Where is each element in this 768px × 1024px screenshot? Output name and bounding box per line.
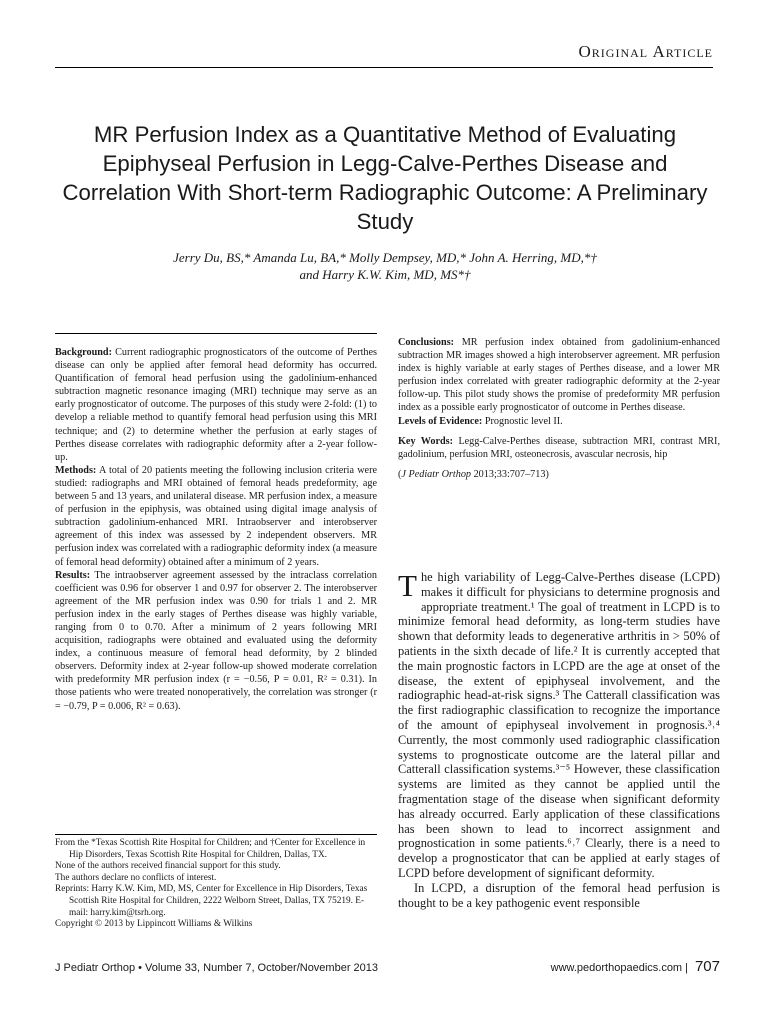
citation-details: 2013;33:707–713) xyxy=(473,468,549,480)
footer-right xyxy=(551,958,720,975)
abstract-rule xyxy=(55,333,377,334)
drop-cap: T xyxy=(398,568,417,603)
citation-open: ( xyxy=(398,468,402,480)
abstract-results xyxy=(55,569,377,713)
page-number: 707 xyxy=(694,958,720,975)
body-paragraph-1 xyxy=(398,570,720,881)
author-list xyxy=(60,249,710,283)
footer-separator: | xyxy=(685,962,688,974)
methods-text: A total of 20 patients meeting the following inclusion criteria were studied: radiographs and MRI obtained of femoral heads predeformity, age between 5 and 13 years, and unilateral disease. MR perfusion index, a measure of perfusion in the epiphysis, was obtained using digital image analysis of subtraction gadolinium-enhanced MRI. Intraobserver and interobserver agreement of this index was assessed by 2 independent observers. MR perfusion index was correlated with a radiographic deformity index (a measure of femoral head deformity) obtained after a minimum of 2 years. xyxy=(55,464,377,568)
background-text: Current radiographic prognosticators of the outcome of Perthes disease can only be applied after femoral head deformity has occurred. Quantification of femoral head perfusion using the gadolinium-enhanced subtraction magnetic resonance imaging (MRI) technique may serve as an early prognosticator of outcome. The purposes of this study were 2-fold: (1) to develop a reliable method to quantify femoral head perfusion using this MRI technique; and (2) to determine whether the perfusion at early stages of Perthes disease correlates with radiographic deformity after a 2-year follow-up. xyxy=(55,347,377,463)
conclusions-label: Conclusions: xyxy=(398,337,455,348)
results-label: Results: xyxy=(55,569,91,581)
footer-journal-info: J Pediatr Orthop • Volume 33, Number 7, October/November 2013 xyxy=(55,962,379,974)
citation-journal: J Pediatr Orthop xyxy=(401,468,472,480)
body-paragraph-2: In LCPD, a disruption of the femoral head perfusion is thought to be a key pathogenic event responsible xyxy=(398,880,720,910)
footnotes-rule xyxy=(55,834,377,835)
abstract-conclusions xyxy=(398,336,720,428)
abstract-left-column xyxy=(55,346,377,713)
author-line-1: Jerry Du, BS,* Amanda Lu, BA,* Molly Dempsey, MD,* John A. Herring, MD,*† xyxy=(173,250,597,265)
keywords xyxy=(398,435,720,461)
footnote-conflicts: The authors declare no conflicts of interest. xyxy=(55,872,217,883)
levels-label: Levels of Evidence: xyxy=(398,415,483,427)
abstract-methods xyxy=(55,464,377,569)
abstract-right-column xyxy=(398,336,720,488)
methods-label: Methods: xyxy=(55,464,97,476)
background-label: Background: xyxy=(55,347,112,358)
results-text: The intraobserver agreement assessed by the intraclass correlation coefficient was 0.96 for observer 1 and 0.97 for observer 2. The interobserver agreement of the MR perfusion index was 0.90 for trials 1 and 2. MR perfusion index in the early stages of Perthes disease was highly variable, ranging from 0 to 0.70. After a minimum of 2 years following MRI acquisition, radiographs were obtained and evaluated using the deformity index, a continuous measure of femoral head deformity, by 2 blinded observers. Deformity index at 2-year follow-up showed moderate correlation with predeformity MR perfusion index (r = −0.56, P = 0.01, R² = 0.31). In those patients who were treated nonoperatively, the correlation was stronger (r = −0.79, P = 0.006, R² = 0.63). xyxy=(55,569,377,712)
citation xyxy=(398,468,720,481)
keywords-text: Legg-Calve-Perthes disease, subtraction MRI, contrast MRI, gadolinium, perfusion MRI, osteonecrosis, avascular necrosis, hip xyxy=(398,435,720,460)
article-title: MR Perfusion Index as a Quantitative Method of Evaluating Epiphyseal Perfusion in Legg-Calve-Perthes Disease and Correlation With Short-term Radiographic Outcome: A Preliminary Study xyxy=(62,122,708,234)
conclusions-text: MR perfusion index obtained from gadolinium-enhanced subtraction MR images showed a high interobserver agreement. MR perfusion index is highly variable at early stages of Perthes disease, and a lower MR perfusion index correlated with greater radiographic deformity at the 2-year follow-up. This pilot study shows the promise of predeformity MR perfusion index as a possible early prognosticator of outcome in Perthes disease. xyxy=(398,337,720,414)
levels-text: Prognostic level II. xyxy=(484,415,563,427)
section-label: Original Article xyxy=(578,42,713,61)
article-body xyxy=(398,570,720,910)
abstract-background xyxy=(55,346,377,464)
keywords-label: Key Words: xyxy=(398,435,454,447)
footnote-reprints: Reprints: Harry K.W. Kim, MD, MS, Center for Excellence in Hip Disorders, Texas Scottish Rite Hospital for Children, 2222 Welborn Street, Dallas, TX 75219. E-mail: harry.kim@tsrh.org. xyxy=(55,884,368,918)
footnote-copyright: Copyright © 2013 by Lippincott Williams & Wilkins xyxy=(55,919,253,930)
section-header xyxy=(55,42,713,62)
author-line-2: and Harry K.W. Kim, MD, MS*† xyxy=(299,267,471,282)
footer-website-link[interactable]: www.pedorthopaedics.com xyxy=(550,962,683,974)
header-rule xyxy=(55,67,713,68)
body-paragraph-1-text: he high variability of Legg-Calve-Perthes disease (LCPD) makes it difficult for physicians to determine prognosis and appropriate treatment.¹ The goal of treatment in LCPD is to minimize femoral head deformity, as long-term studies have shown that deformity leads to degenerative arthritis in > 50% of patients in the sixth decade of life.² It is currently accepted that the main prognostic factors in LCPD are the age at onset of the disease, the extent of epiphyseal involvement, and the radiographic head-at-risk signs.³ The Catterall classification was the first radiographic classification to recognize the importance of the amount of epiphyseal involvement in prognosis.³˒⁴ Currently, the most commonly used radiographic classification systems to prognosticate outcome are the lateral pillar and Catterall classification systems.³⁻⁵ However, these classification systems are limited as they cannot be applied until the fragmentation stage of the disease when significant deformity has already occurred. Early application of these classifications has been shown to lead to incorrect assignment and prognostication in some patients.⁶˒⁷ Clearly, there is a need to develop a prognosticator that can be applied at early stages of LCPD before development of significant deformity. xyxy=(398,570,720,880)
footnote-funding: None of the authors received financial support for this study. xyxy=(55,861,281,872)
footnotes xyxy=(55,838,377,931)
footnote-affiliation: From the *Texas Scottish Rite Hospital for Children; and †Center for Excellence in Hip Disorders, Texas Scottish Rite Hospital for Children, Dallas, TX. xyxy=(55,838,366,860)
